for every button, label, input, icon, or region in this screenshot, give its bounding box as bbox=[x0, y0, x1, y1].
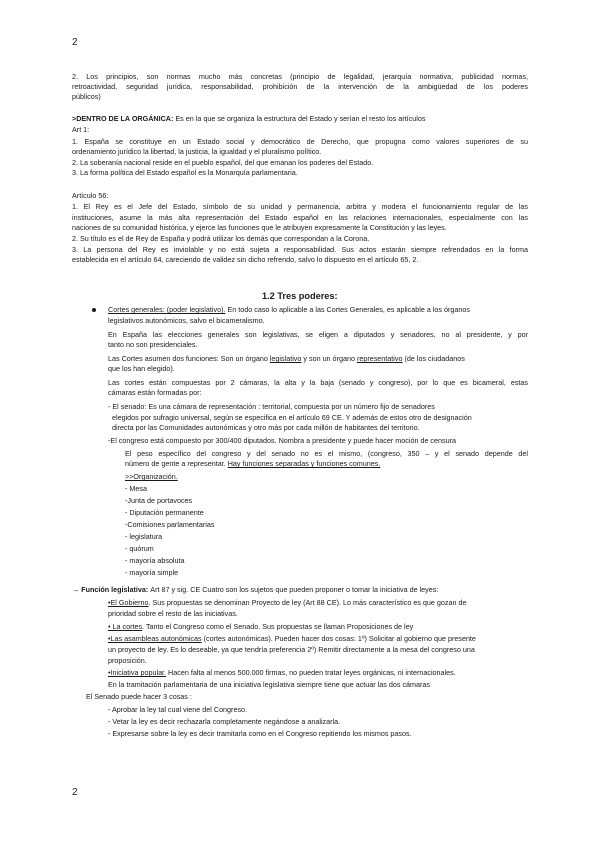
organizacion-item: - quórum bbox=[125, 544, 154, 553]
peso-line-2-u: Hay funciones separadas y funciones comunes. bbox=[227, 459, 381, 468]
peso-line-2 bbox=[125, 459, 380, 468]
gobierno-rest: . Sus propuestas se denominan Proyecto de ley (Art 88 CE). Lo más característico es que gozan de bbox=[148, 598, 467, 607]
camaras-line-1: Las cortes están compuestas por 2 cámaras, la alta y la baja (senado y congreso), por lo que es bicameral, estas bbox=[108, 378, 528, 387]
gobierno-line-2: prioridad sobre el resto de las iniciativas. bbox=[108, 609, 238, 618]
organizacion-item: - Diputación permanente bbox=[125, 508, 204, 517]
popular-label: •Iniciativa popular. bbox=[108, 668, 167, 677]
art56-line-1: 1. El Rey es el Jefe del Estado, símbolo de su unidad y permanencia, arbitra y modera el funcionamiento regular de las bbox=[72, 202, 528, 211]
cortes-label: Cortes generales: (poder legislativo). bbox=[108, 305, 226, 314]
intro-line-3: públicos) bbox=[72, 92, 101, 101]
cortes-line-1 bbox=[108, 305, 470, 314]
art56-line-2: instituciones, asume la más alta representación del Estado español en las relaciones internacionales, especialmente con las bbox=[72, 213, 528, 222]
art56-line-4: 2. Su título es el de Rey de España y podrá utilizar los demás que correspondan a la Corona. bbox=[72, 234, 370, 243]
senado-item: - Vetar la ley es decir rechazarla completamente negándose a analizarla. bbox=[108, 717, 341, 726]
art1-line-4: 3. La forma política del Estado español es la Monarquía parlamentaria. bbox=[72, 168, 298, 177]
organica-heading-rest: Es en la que se organiza la estructura del Estado y serían el resto los artículos bbox=[173, 114, 426, 123]
page-number-bottom: 2 bbox=[72, 787, 78, 798]
asambleas-line-2: un proyecto de ley. Es lo deseable, ya que tendría preferencia 2º) Remitir directamente a la mesa del congreso una bbox=[108, 645, 475, 654]
senado-title: El Senado puede hacer 3 cosas : bbox=[86, 692, 192, 701]
funciones-c: (de los ciudadanos bbox=[402, 354, 465, 363]
cortes-line-1-rest: En todo caso lo aplicable a las Cortes Generales, es aplicable a los órganos bbox=[225, 305, 470, 314]
funciones-line-1 bbox=[108, 354, 465, 363]
funcion-legislativa-heading-bold: → Función legislativa: bbox=[72, 585, 151, 594]
organizacion-title: >>Organización. bbox=[125, 472, 178, 481]
organizacion-item: -Junta de portavoces bbox=[125, 496, 193, 505]
section-title: 1.2 Tres poderes: bbox=[262, 291, 338, 301]
organizacion-item: -Comisiones parlamentarias bbox=[125, 520, 215, 529]
intro-line-2: retroactividad, seguridad jurídica, responsabilidad, prohibición de la intervención de la ambigüedad de los poderes bbox=[72, 82, 528, 91]
organizacion-item: - Mesa bbox=[125, 484, 147, 493]
senado-line-1: - El senado: Es una cámara de representación : territorial, compuesta por un número fijo de senadores bbox=[108, 402, 435, 411]
bullet-dot bbox=[92, 308, 96, 312]
funciones-representativo: representativo bbox=[356, 354, 403, 363]
asambleas-label: •Las asambleas autonómicas bbox=[108, 634, 202, 643]
organica-heading bbox=[72, 114, 425, 123]
peso-line-1: El peso específico del congreso y del senado no es el mismo, (congreso, 350 – y el senado depende del bbox=[125, 449, 528, 458]
popular-line bbox=[108, 668, 456, 677]
organica-heading-bold: >DENTRO DE LA ORGÁNICA: bbox=[72, 114, 174, 123]
cortes-propuesta-line bbox=[108, 622, 413, 631]
funciones-legislativo: legislativo bbox=[269, 354, 302, 363]
asambleas-line-3: proposición. bbox=[108, 656, 147, 665]
gobierno-line-1 bbox=[108, 598, 467, 607]
funciones-line-2: que los han elegido). bbox=[108, 364, 175, 373]
cortes-propuesta-rest: . Tanto el Congreso como el Senado. Sus propuestas se llaman Proposiciones de ley bbox=[142, 622, 414, 631]
popular-rest: Hacen falta al menos 500.000 firmas, no pueden tratar leyes orgánicas, ni internacionales. bbox=[166, 668, 456, 677]
art56-line-3: naciones de su comunidad histórica, y ejerce las funciones que le atribuyen expresamente la Constitución y las leyes. bbox=[72, 223, 447, 232]
art56-line-5: 3. La persona del Rey es inviolable y no está sujeta a responsabilidad. Sus actos estarán siempre refrendados en la forma bbox=[72, 245, 528, 254]
senado-line-2: elegidos por sufragio universal, según se especifica en el artículo 69 CE. Y además de estos otro de designación bbox=[112, 413, 472, 422]
art56-title: Artículo 56: bbox=[72, 191, 109, 200]
funcion-legislativa-heading-rest: Art 87 y sig. CE Cuatro son los sujetos que pueden proponer o tomar la iniciativa de leyes: bbox=[150, 585, 439, 594]
senado-line-3: directa por las Comunidades autonómicas y otro más por cada millón de habitantes del territorio. bbox=[112, 423, 420, 432]
cortes-line-2: legislativos autonómicos, salvo el bicameralismo. bbox=[108, 316, 265, 325]
elecciones-line-1: En España las elecciones generales son legislativas, se eligen a diputados y senadores, no al presidente, y por bbox=[108, 330, 528, 339]
art1-line-3: 2. La soberanía nacional reside en el pueblo español, del que emanan los poderes del Estado. bbox=[72, 158, 374, 167]
art56-line-6: establecida en el artículo 64, careciendo de validez sin dicho refrendo, salvo lo dispuesto en el artículo 65, 2. bbox=[72, 255, 419, 264]
congreso-line: -El congreso está compuesto por 300/400 diputados. Nombra a presidente y puede hacer moción de censura bbox=[108, 436, 457, 445]
peso-line-2-a: número de gente a representar. bbox=[125, 459, 228, 468]
art1-line-1: 1. España se constituye en un Estado social y democrático de Derecho, que propugna como valores superiores de su bbox=[72, 137, 528, 146]
intro-line-1: 2. Los principios, son normas mucho más concretas (principio de legalidad, jerarquía normativa, publicidad normas, bbox=[72, 72, 528, 81]
funciones-a: Las Cortes asumen dos funciones: Son un órgano bbox=[108, 354, 270, 363]
gobierno-label: •El Gobierno bbox=[108, 598, 149, 607]
organizacion-item: - mayoría simple bbox=[125, 568, 179, 577]
tramitacion-line: En la tramitación parlamentaria de una iniciativa legislativa siempre tiene que actuar las dos cámaras bbox=[108, 680, 431, 689]
elecciones-line-2: tanto no son presidenciales. bbox=[108, 340, 198, 349]
senado-item: - Aprobar la ley tal cual viene del Congreso. bbox=[108, 705, 248, 714]
art1-line-2: ordenamiento jurídico la libertad, la justicia, la igualdad y el pluralismo político. bbox=[72, 147, 322, 156]
funciones-b: y son un órgano bbox=[301, 354, 357, 363]
camaras-line-2: cámaras están formadas por: bbox=[108, 388, 202, 397]
funcion-legislativa-heading bbox=[72, 585, 438, 594]
organizacion-item: - legislatura bbox=[125, 532, 163, 541]
organizacion-item: - mayoría absoluta bbox=[125, 556, 185, 565]
asambleas-rest: (cortes autonómicas). Pueden hacer dos cosas: 1º) Solicitar al gobierno que presente bbox=[201, 634, 476, 643]
art1-title: Art 1: bbox=[72, 125, 90, 134]
senado-item: - Expresarse sobre la ley es decir tramitarla como en el Congreso repitiendo los mismos pasos. bbox=[108, 729, 412, 738]
cortes-propuesta-label: • La cortes bbox=[108, 622, 143, 631]
asambleas-line-1 bbox=[108, 634, 476, 643]
page-number-top: 2 bbox=[72, 37, 78, 48]
